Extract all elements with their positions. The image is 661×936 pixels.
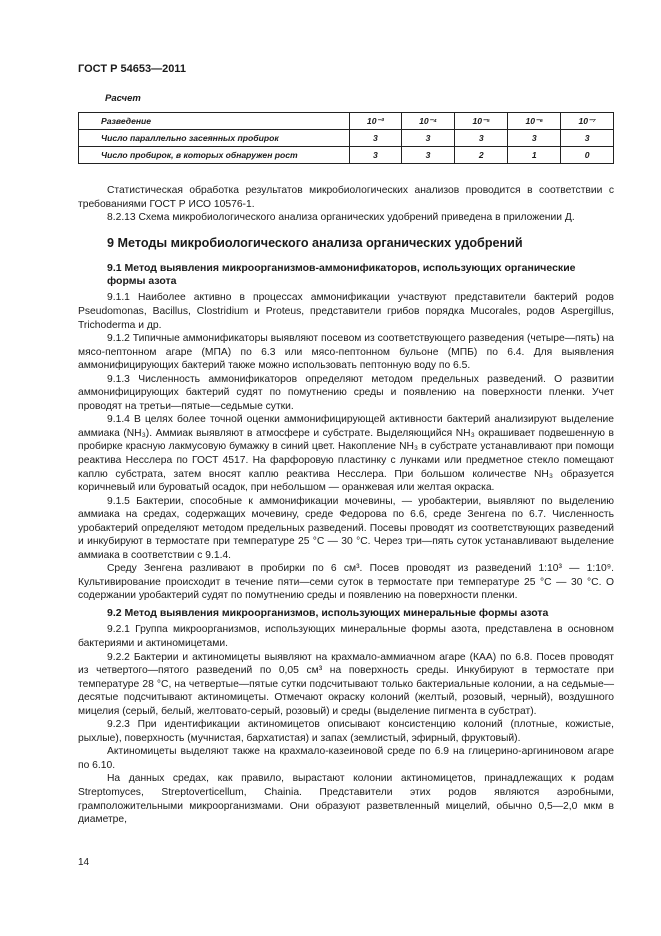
paragraph: Статистическая обработка результатов микробиологических анализов проводится в соответствии с требованиями ГОСТ Р ИСО 10576-1.: [78, 185, 614, 210]
paragraph: 9.1.2 Типичные аммонификаторы выявляют посевом из соответствующего разведения (четыре—пять) на мясо-пептонном агаре (МПА) по 6.3 или мясо-пептонном бульоне (МПБ) по 6.4. Для выявления аммонифицирующих бактерий также можно использовать пептонную воду по 6.5.: [78, 333, 614, 372]
table-cell: 10⁻⁵: [455, 113, 508, 130]
subsection-heading: 9.1 Метод выявления микроорганизмов-аммонификаторов, использующих органические формы азота: [107, 261, 576, 288]
paragraph: Актиномицеты выделяют также на крахмало-казеиновой среде по 6.9 на глицерино-аргининовом агаре по 6.10.: [78, 746, 614, 771]
paragraph: Среду Зенгена разливают в пробирки по 6 см³. Посев проводят из разведений 1:10³ — 1:10⁹. Культивирование происходит в течение пяти—семи суток в термостате при температуре 25 °С — 30 °С. О содержании уробактерий судят по помутнению среды и появлению на поверхности пленки.: [78, 563, 614, 602]
paragraph: 9.1.4 В целях более точной оценки аммонифицирующей активности бактерий анализируют выделение аммиака (NH₃). Аммиак выявляют в атмосфере и субстрате. Выделяющийся NH₃ окрашивает подвешенную в пробирке красную лакмусовую бумажку в синий цвет. Накопление NH₃ в субстрате устанавливают при помощи реактива Несслера по ГОСТ 4517. На фарфоровую пластинку с лунками или предметное стекло помещают каплю субстрата, затем вносят каплю реактива Несслера. При большом количестве NH₃ образуется коричневый или буроватый осадок, при небольшом — оранжевая или желтая окраска.: [78, 414, 614, 494]
row-label: Число параллельно засеянных пробирок: [79, 130, 350, 147]
paragraph: 8.2.13 Схема микробиологического анализа органических удобрений приведена в приложении Д.: [107, 212, 575, 224]
row-label: Число пробирок, в которых обнаружен рост: [79, 147, 350, 164]
table-cell: 10⁻³: [350, 113, 402, 130]
table-row: [79, 113, 614, 130]
paragraph: 9.1.3 Численность аммонификаторов определяют методом предельных разведений. О развитии аммонифицирующих бактерий судят по помутнению среды и появлению на поверхности пленки. Учет проводят на третьи—пятые—седьмые сутки.: [78, 373, 614, 412]
table-row: [79, 147, 614, 164]
paragraph: 9.2.3 При идентификации актиномицетов описывают консистенцию колоний (плотные, кожистые, рыхлые), поверхность (мучнистая, бархатистая) и запах (землистый, эфирный, фруктовый).: [78, 719, 614, 744]
section-heading: 9 Методы микробиологического анализа органических удобрений: [107, 235, 523, 250]
document-header: ГОСТ Р 54653—2011: [78, 63, 186, 75]
document-body: [78, 184, 614, 827]
paragraph: 9.1.1 Наиболее активно в процессах аммонификации участвуют представители бактерий родов Pseudomonas, Bacillus, Clostridium и Proteus, представители грибов порядка Mucorales, родов Aspergillus, Trichoderma и др.: [78, 292, 614, 331]
table-cell: 1: [508, 147, 561, 164]
subsection-heading: 9.2 Метод выявления микроорганизмов, использующих минеральные формы азота: [107, 607, 549, 620]
paragraph: 9.1.5 Бактерии, способные к аммонификации мочевины, — уробактерии, выявляют по выделению аммиака на средах, содержащих мочевину, среде Федорова по 6.6, среде Зенгена по 6.7. Численность уробактерий определяют методом предельных разведений. Посевы проводят из соответствующих разведений и инкубируют в термостате при температуре 25 °С — 30 °С. Через три—пять суток устанавливают выделение аммиака в соответствии с 9.1.4.: [78, 495, 614, 561]
row-label: Разведение: [79, 113, 350, 130]
table-cell: 3: [455, 130, 508, 147]
paragraph: 9.2.2 Бактерии и актиномицеты выявляют на крахмало-аммиачном агаре (КАА) по 6.8. Посев проводят из четвертого—пятого разведений по 0,05 см³ на поверхность среды. Инкубируют в термостате при температуре 28 °С, на четвертые—пятые сутки подсчитывают только бактериальные колонии, а на седьмые—десятые подсчитывают актиномицеты. Отмечают окраску колоний (желтый, розовый, черный), воздушного мицелия (серый, белый, желтовато-серый, розовый) и среды (выделение пигмента в субстрат).: [78, 651, 614, 717]
paragraph: 9.2.1 Группа микроорганизмов, использующих минеральные формы азота, представлена в основном бактериями и актиномицетами.: [78, 624, 614, 649]
table-cell: 3: [508, 130, 561, 147]
table-cell: 10⁻⁷: [561, 113, 614, 130]
page-number: 14: [78, 857, 90, 868]
table-row: [79, 130, 614, 147]
table-cell: 3: [561, 130, 614, 147]
table-cell: 10⁻⁶: [508, 113, 561, 130]
table-cell: 0: [561, 147, 614, 164]
table-cell: 3: [350, 147, 402, 164]
table-cell: 10⁻⁴: [401, 113, 454, 130]
calculation-label: Расчет: [105, 93, 141, 104]
table-cell: 3: [401, 130, 454, 147]
table-cell: 2: [455, 147, 508, 164]
table-cell: 3: [350, 130, 402, 147]
dilution-table: [78, 112, 614, 164]
paragraph: На данных средах, как правило, вырастают колонии актиномицетов, принадлежащих к родам Streptomyces, Streptoverticellum, Chainia. Представители этих родов являются аэробными, грамположительными микроорганизмами. Они образуют разветвленный мицелий, обычно 0,5—2,0 мкм в диаметре,: [78, 773, 614, 826]
table-cell: 3: [401, 147, 454, 164]
